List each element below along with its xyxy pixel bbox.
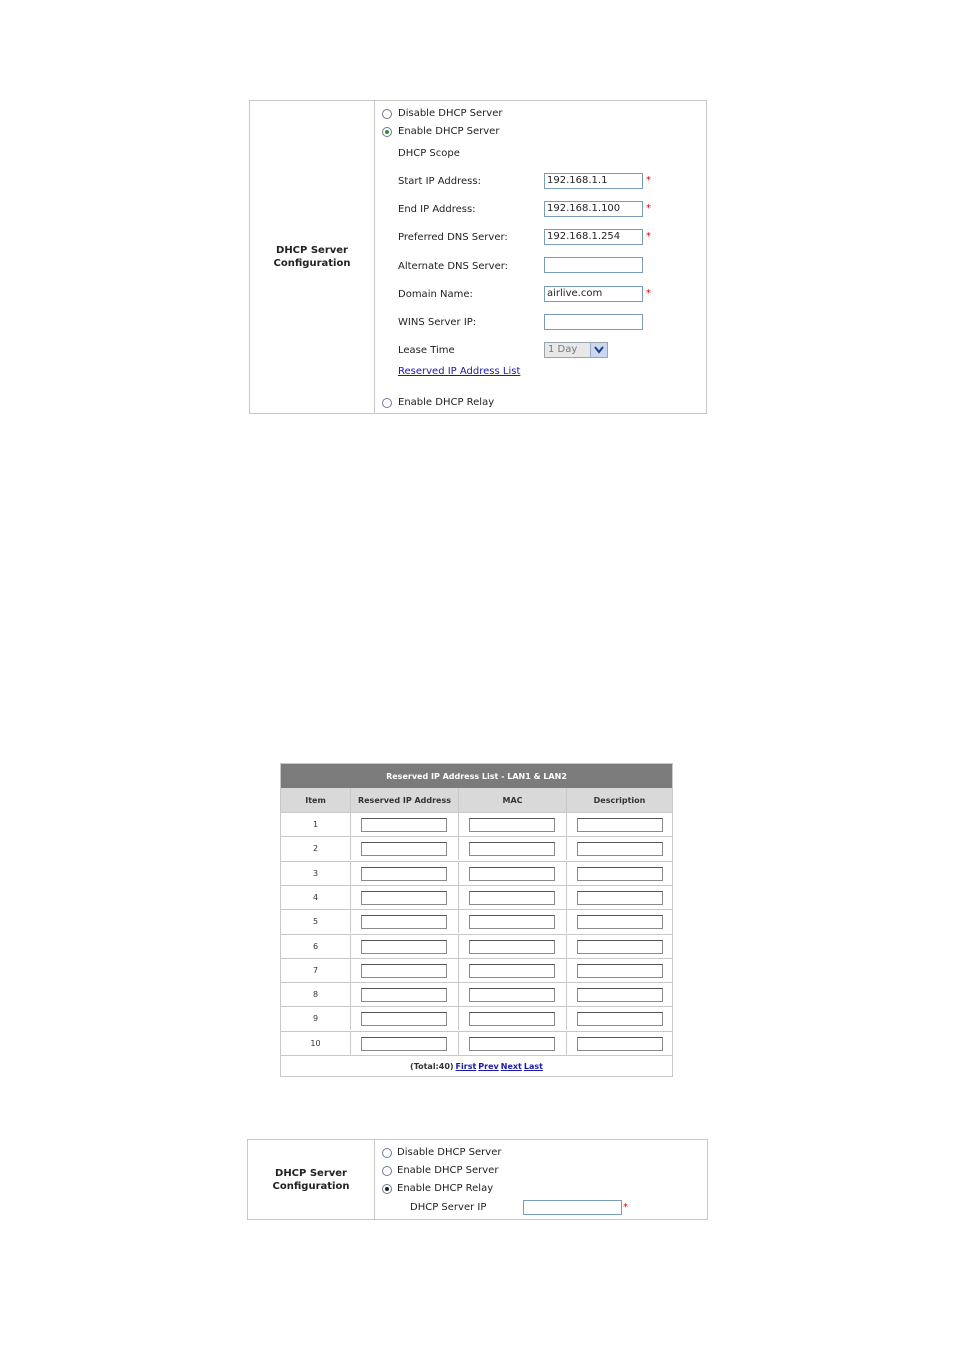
table-cell	[351, 813, 459, 836]
table-cell	[351, 910, 459, 933]
description-input[interactable]	[577, 915, 663, 929]
item-number: 2	[281, 837, 351, 860]
item-number: 3	[281, 862, 351, 885]
alternate-dns-label: Alternate DNS Server:	[398, 261, 509, 272]
reserved-ip-input[interactable]	[361, 940, 447, 954]
dhcp-server-config-label	[250, 101, 375, 413]
enable-relay-radio[interactable]	[382, 398, 392, 408]
description-input[interactable]	[577, 867, 663, 881]
item-number: 8	[281, 983, 351, 1006]
table-cell	[351, 837, 459, 860]
table-row	[281, 1031, 672, 1055]
dhcp-server-config-panel	[249, 100, 707, 414]
first-page-link[interactable]: First	[455, 1062, 477, 1071]
reserved-ip-input[interactable]	[361, 988, 447, 1002]
enable-relay-label: Enable DHCP Relay	[397, 1183, 494, 1194]
required-mark: *	[623, 1202, 628, 1213]
reserved-ip-input[interactable]	[361, 1037, 447, 1051]
enable-relay-radio[interactable]	[382, 1184, 392, 1194]
reserved-ip-table	[280, 763, 673, 1077]
preferred-dns-label: Preferred DNS Server:	[398, 232, 508, 243]
dhcp-server-ip-label: DHCP Server IP	[410, 1202, 487, 1213]
mac-input[interactable]	[469, 988, 555, 1002]
table-cell	[459, 935, 567, 958]
table-cell	[459, 1007, 567, 1030]
description-input[interactable]	[577, 1037, 663, 1051]
table-cell	[459, 813, 567, 836]
mac-input[interactable]	[469, 842, 555, 856]
table-row	[281, 1006, 672, 1030]
enable-dhcp-label: Enable DHCP Server	[397, 1165, 499, 1176]
table-cell	[567, 862, 672, 885]
table-row	[281, 909, 672, 933]
table-cell	[459, 886, 567, 909]
table-cell	[459, 959, 567, 982]
table-cell	[351, 983, 459, 1006]
table-cell	[567, 935, 672, 958]
table-cell	[351, 1007, 459, 1030]
mac-input[interactable]	[469, 1037, 555, 1051]
reserved-ip-input[interactable]	[361, 842, 447, 856]
reserved-ip-input[interactable]	[361, 964, 447, 978]
table-cell	[567, 983, 672, 1006]
table-cell	[459, 1032, 567, 1055]
required-mark: *	[646, 231, 651, 242]
table-cell	[459, 837, 567, 860]
table-title: Reserved IP Address List - LAN1 & LAN2	[281, 764, 672, 788]
reserved-ip-input[interactable]	[361, 818, 447, 832]
table-cell	[351, 862, 459, 885]
item-number: 1	[281, 813, 351, 836]
description-input[interactable]	[577, 940, 663, 954]
lease-time-label: Lease Time	[398, 345, 455, 356]
domain-name-label: Domain Name:	[398, 289, 473, 300]
prev-page-link[interactable]: Prev	[478, 1062, 499, 1071]
mac-input[interactable]	[469, 867, 555, 881]
mac-input[interactable]	[469, 1012, 555, 1026]
disable-dhcp-label: Disable DHCP Server	[398, 108, 503, 119]
table-row	[281, 958, 672, 982]
dhcp-relay-config-panel	[247, 1139, 708, 1220]
total-count: (Total:40)	[410, 1062, 454, 1071]
reserved-ip-input[interactable]	[361, 891, 447, 905]
item-number: 4	[281, 886, 351, 909]
description-input[interactable]	[577, 988, 663, 1002]
domain-name-input[interactable]: airlive.com	[544, 286, 643, 302]
mac-input[interactable]	[469, 940, 555, 954]
reserved-ip-input[interactable]	[361, 867, 447, 881]
header-description: Description	[567, 788, 672, 812]
table-cell	[567, 910, 672, 933]
required-mark: *	[646, 203, 651, 214]
label-line1: DHCP Server	[276, 245, 348, 256]
table-cell	[351, 886, 459, 909]
header-mac: MAC	[459, 788, 567, 812]
table-cell	[567, 813, 672, 836]
enable-dhcp-radio[interactable]	[382, 1166, 392, 1176]
description-input[interactable]	[577, 964, 663, 978]
table-cell	[351, 959, 459, 982]
chevron-down-icon[interactable]	[590, 343, 607, 357]
lease-time-value: 1 Day	[548, 344, 578, 355]
start-ip-label: Start IP Address:	[398, 176, 481, 187]
table-row	[281, 885, 672, 909]
end-ip-label: End IP Address:	[398, 204, 476, 215]
table-row	[281, 812, 672, 836]
header-reserved-ip: Reserved IP Address	[351, 788, 459, 812]
label-line1: DHCP Server	[275, 1167, 347, 1179]
table-row	[281, 861, 672, 885]
header-item: Item	[281, 788, 351, 812]
table-cell	[351, 935, 459, 958]
table-cell	[459, 910, 567, 933]
mac-input[interactable]	[469, 818, 555, 832]
lease-time-select[interactable]	[544, 342, 608, 358]
wins-server-label: WINS Server IP:	[398, 317, 477, 328]
pagination	[281, 1055, 672, 1077]
item-number: 10	[281, 1032, 351, 1055]
required-mark: *	[646, 175, 651, 186]
label-line2: Configuration	[273, 258, 351, 269]
table-cell	[567, 886, 672, 909]
item-number: 7	[281, 959, 351, 982]
table-cell	[459, 983, 567, 1006]
item-number: 9	[281, 1007, 351, 1030]
start-ip-input[interactable]: 192.168.1.1	[544, 173, 643, 189]
description-input[interactable]	[577, 818, 663, 832]
description-input[interactable]	[577, 1012, 663, 1026]
description-input[interactable]	[577, 842, 663, 856]
table-row	[281, 836, 672, 860]
reserved-ip-input[interactable]	[361, 1012, 447, 1026]
label-line2: Configuration	[272, 1180, 350, 1192]
table-cell	[459, 862, 567, 885]
dhcp-server-ip-input[interactable]	[523, 1200, 622, 1215]
preferred-dns-input[interactable]: 192.168.1.254	[544, 229, 643, 245]
table-row	[281, 982, 672, 1006]
last-page-link[interactable]: Last	[523, 1062, 543, 1071]
wins-server-input[interactable]	[544, 314, 643, 330]
mac-input[interactable]	[469, 964, 555, 978]
mac-input[interactable]	[469, 891, 555, 905]
enable-dhcp-label: Enable DHCP Server	[398, 126, 500, 137]
table-cell	[567, 1032, 672, 1055]
required-mark: *	[646, 288, 651, 299]
table-cell	[567, 1007, 672, 1030]
table-cell	[567, 837, 672, 860]
alternate-dns-input[interactable]	[544, 257, 643, 273]
reserved-ip-input[interactable]	[361, 915, 447, 929]
reserved-ip-list-link[interactable]: Reserved IP Address List	[398, 366, 521, 377]
table-cell	[351, 1032, 459, 1055]
dhcp-server-config-label	[248, 1140, 375, 1219]
dhcp-scope-label: DHCP Scope	[398, 148, 460, 159]
enable-dhcp-radio[interactable]	[382, 127, 392, 137]
description-input[interactable]	[577, 891, 663, 905]
table-cell	[567, 959, 672, 982]
item-number: 5	[281, 910, 351, 933]
next-page-link[interactable]: Next	[500, 1062, 522, 1071]
mac-input[interactable]	[469, 915, 555, 929]
end-ip-input[interactable]: 192.168.1.100	[544, 201, 643, 217]
item-number: 6	[281, 935, 351, 958]
enable-relay-label: Enable DHCP Relay	[398, 397, 495, 408]
disable-dhcp-radio[interactable]	[382, 1148, 392, 1158]
disable-dhcp-radio[interactable]	[382, 109, 392, 119]
disable-dhcp-label: Disable DHCP Server	[397, 1147, 502, 1158]
table-row	[281, 934, 672, 958]
